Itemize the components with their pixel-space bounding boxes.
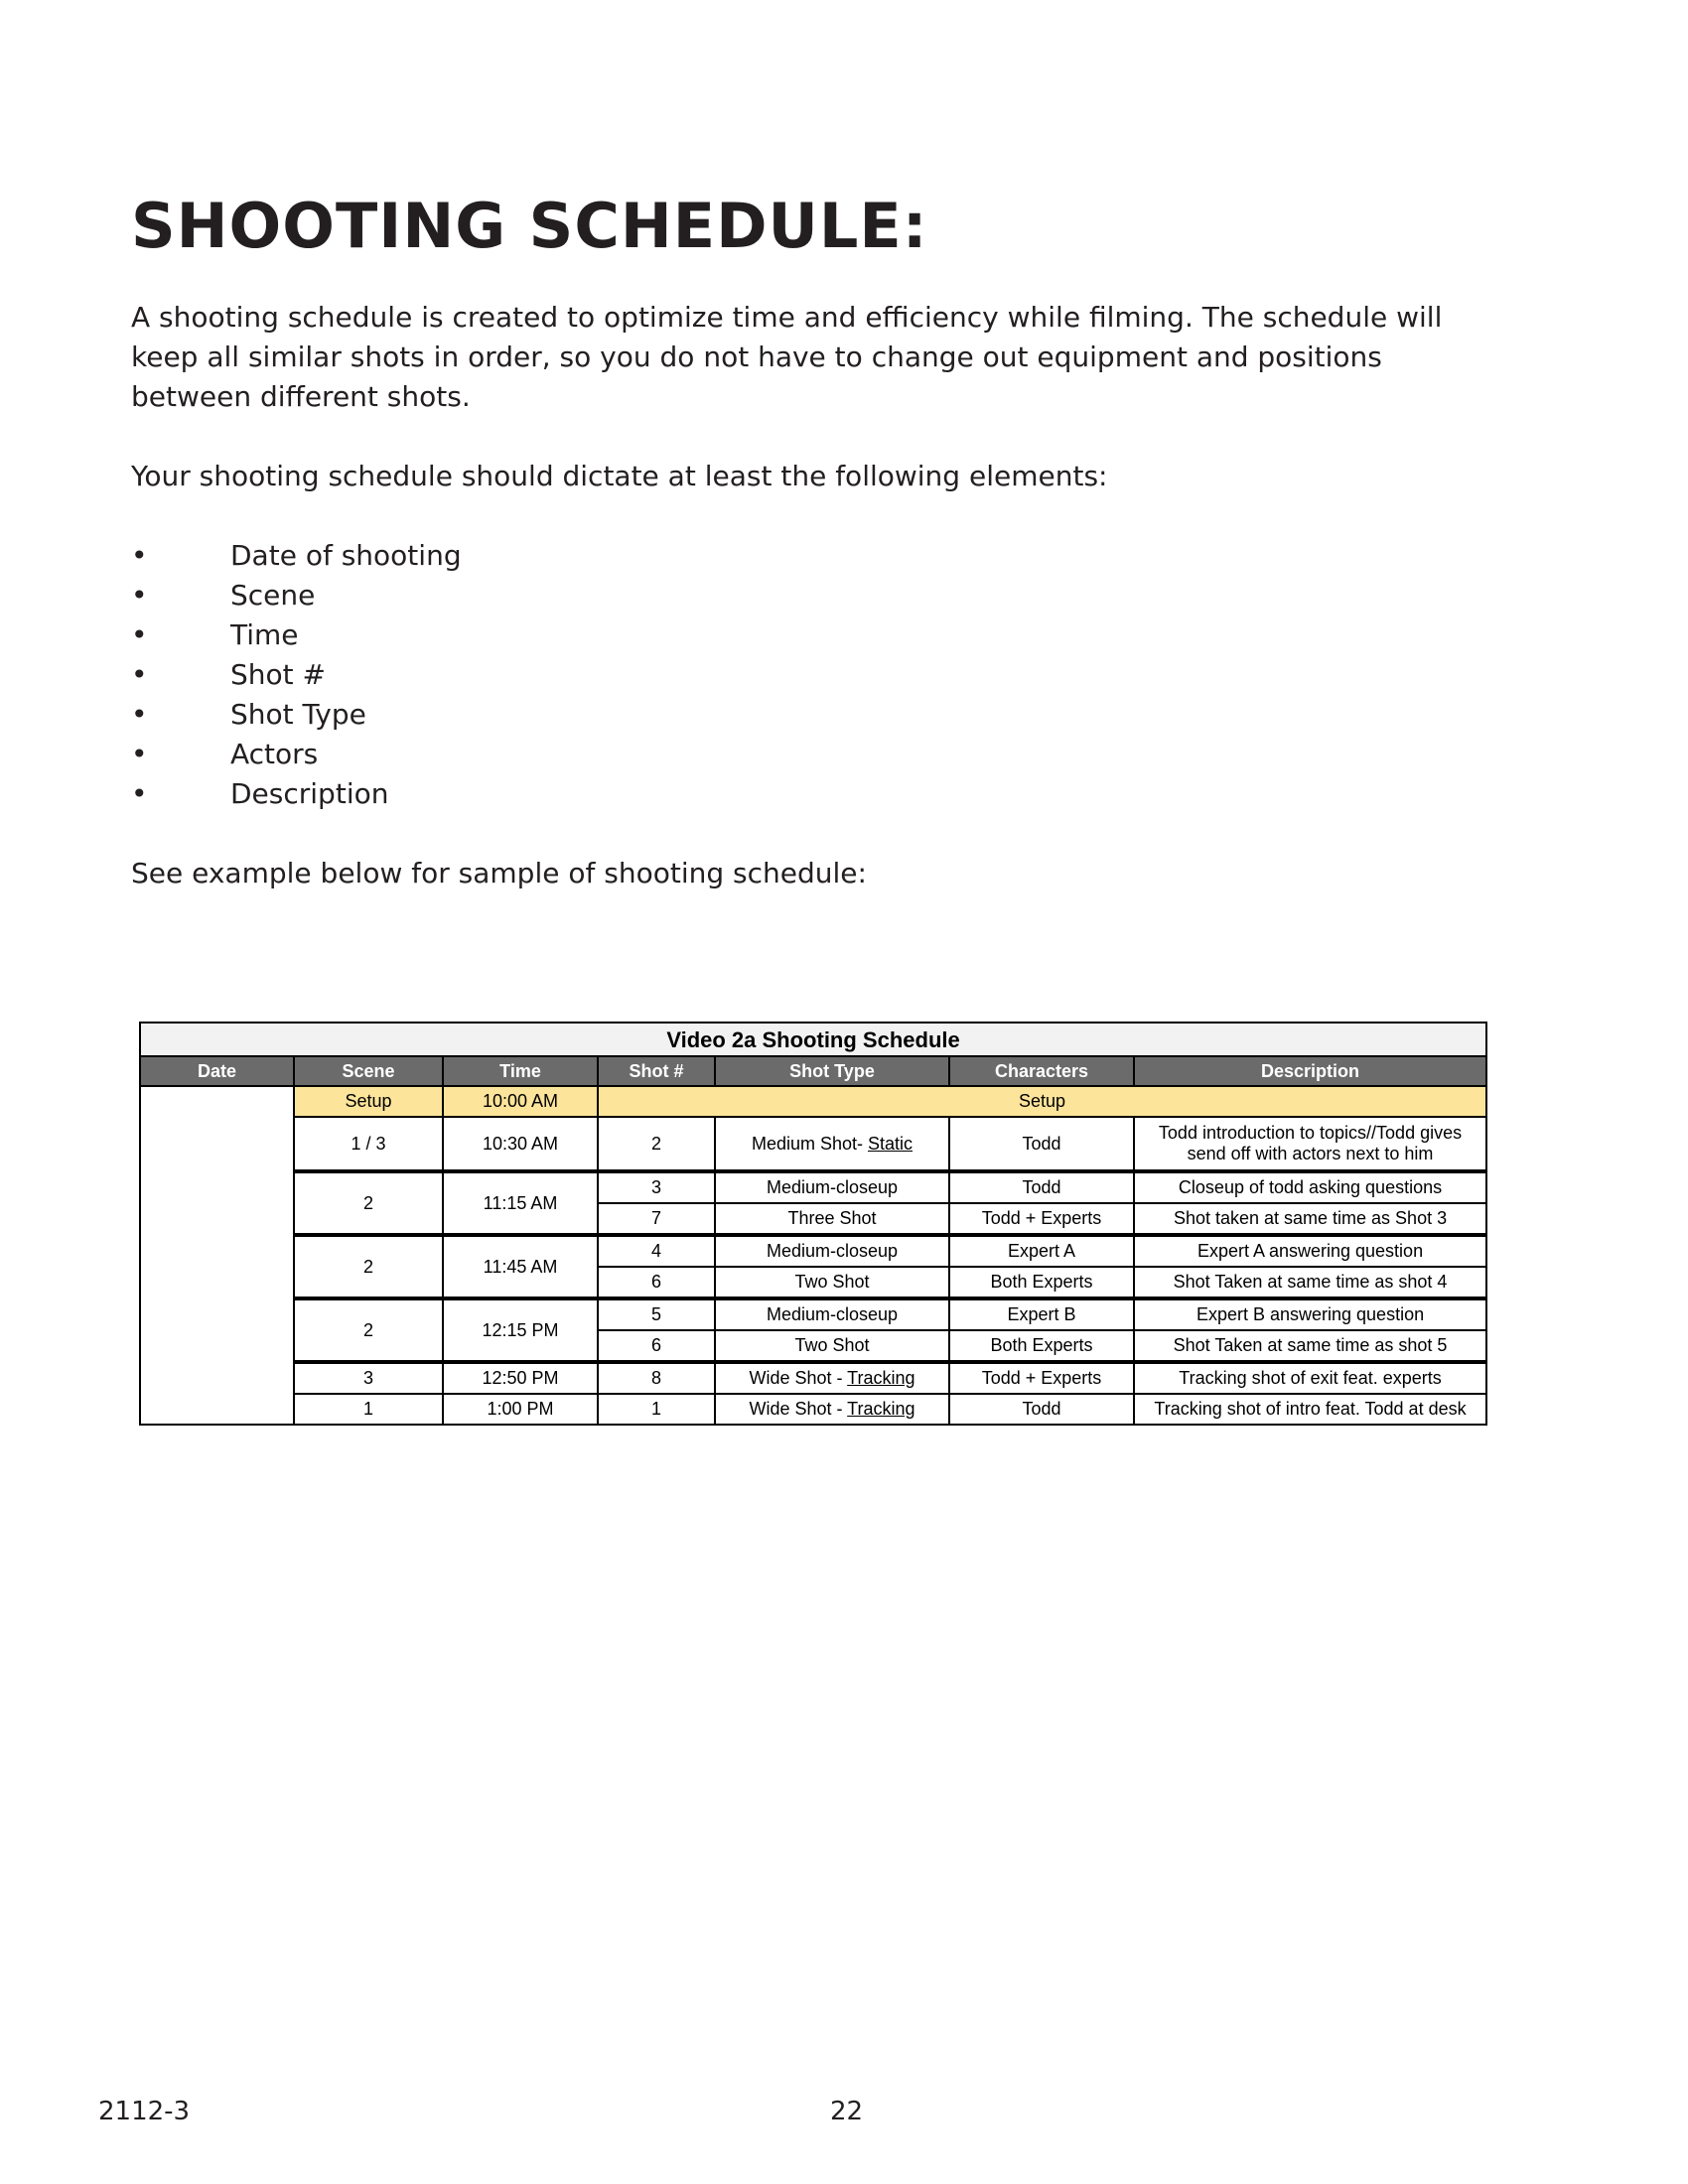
characters-cell: Todd + Experts	[949, 1362, 1134, 1394]
description-cell: Shot Taken at same time as shot 5	[1134, 1330, 1486, 1362]
date-cell	[140, 1086, 294, 1425]
column-header: Time	[443, 1056, 598, 1086]
characters-cell: Expert A	[949, 1235, 1134, 1267]
list-item-text: Time	[230, 618, 299, 651]
column-header: Scene	[294, 1056, 443, 1086]
time-cell: 12:50 PM	[443, 1362, 598, 1394]
list-item	[131, 695, 462, 735]
list-item	[131, 536, 462, 576]
bullet-icon: •	[131, 539, 148, 572]
table-row	[140, 1171, 1486, 1203]
bullet-icon: •	[131, 698, 148, 731]
scene-cell: 2	[294, 1298, 443, 1362]
bullet-icon: •	[131, 777, 148, 810]
time-cell: 1:00 PM	[443, 1394, 598, 1425]
list-item-text: Shot #	[230, 658, 326, 691]
description-cell: Shot taken at same time as Shot 3	[1134, 1203, 1486, 1235]
shot-type-cell: Two Shot	[715, 1267, 949, 1298]
time-cell: 12:15 PM	[443, 1298, 598, 1362]
shot-cell: 6	[598, 1330, 715, 1362]
table-row	[140, 1394, 1486, 1425]
shooting-schedule-table	[139, 1022, 1487, 1426]
list-item-text: Shot Type	[230, 698, 366, 731]
example-note: See example below for sample of shooting schedule:	[131, 857, 867, 889]
description-cell: Tracking shot of exit feat. experts	[1134, 1362, 1486, 1394]
bullet-icon: •	[131, 658, 148, 691]
list-item	[131, 655, 462, 695]
bullet-icon: •	[131, 618, 148, 651]
shot-type-cell: Two Shot	[715, 1330, 949, 1362]
bullet-icon: •	[131, 579, 148, 612]
list-item	[131, 576, 462, 615]
characters-cell: Expert B	[949, 1298, 1134, 1330]
description-cell: Shot Taken at same time as shot 4	[1134, 1267, 1486, 1298]
lead-paragraph: Your shooting schedule should dictate at least the following elements:	[131, 460, 1108, 492]
characters-cell: Todd + Experts	[949, 1203, 1134, 1235]
elements-list	[131, 536, 462, 814]
shot-type-text: Medium Shot-	[751, 1133, 868, 1154]
shot-type-cell	[715, 1394, 949, 1425]
setup-cell: Setup	[598, 1086, 1486, 1117]
shot-type-emphasis: Static	[868, 1133, 914, 1154]
list-item-text: Date of shooting	[230, 539, 462, 572]
shot-type-emphasis: Tracking	[847, 1368, 915, 1388]
shot-type-emphasis: Tracking	[847, 1399, 915, 1419]
table-row	[140, 1298, 1486, 1330]
characters-cell: Todd	[949, 1171, 1134, 1203]
shot-type-cell: Three Shot	[715, 1203, 949, 1235]
table-header-row	[140, 1056, 1486, 1086]
table-title: Video 2a Shooting Schedule	[140, 1023, 1486, 1056]
time-cell: 10:30 AM	[443, 1117, 598, 1171]
shot-type-cell: Medium-closeup	[715, 1298, 949, 1330]
shot-cell: 5	[598, 1298, 715, 1330]
shot-cell: 7	[598, 1203, 715, 1235]
description-cell: Expert A answering question	[1134, 1235, 1486, 1267]
time-cell: 11:45 AM	[443, 1235, 598, 1298]
list-item	[131, 615, 462, 655]
list-item	[131, 774, 462, 814]
shot-cell: 1	[598, 1394, 715, 1425]
scene-cell: 2	[294, 1171, 443, 1235]
page-number: 22	[830, 2097, 864, 2126]
shot-cell: 6	[598, 1267, 715, 1298]
table-row	[140, 1117, 1486, 1171]
column-header: Description	[1134, 1056, 1486, 1086]
shot-type-text: Wide Shot -	[749, 1368, 848, 1388]
column-header: Date	[140, 1056, 294, 1086]
scene-cell: 1 / 3	[294, 1117, 443, 1171]
scene-cell: 1	[294, 1394, 443, 1425]
table-row	[140, 1235, 1486, 1267]
characters-cell: Both Experts	[949, 1330, 1134, 1362]
shot-type-cell: Medium-closeup	[715, 1235, 949, 1267]
column-header: Characters	[949, 1056, 1134, 1086]
shot-type-cell	[715, 1362, 949, 1394]
shot-cell: 2	[598, 1117, 715, 1171]
description-cell: Closeup of todd asking questions	[1134, 1171, 1486, 1203]
characters-cell: Both Experts	[949, 1267, 1134, 1298]
shot-cell: 3	[598, 1171, 715, 1203]
description-cell: Todd introduction to topics//Todd gives send off with actors next to him	[1134, 1117, 1486, 1171]
bullet-icon: •	[131, 738, 148, 770]
page-title: SHOOTING SCHEDULE:	[131, 190, 928, 262]
time-cell: 10:00 AM	[443, 1086, 598, 1117]
list-item-text: Actors	[230, 738, 319, 770]
list-item-text: Description	[230, 777, 389, 810]
document-code: 2112-3	[98, 2097, 191, 2126]
shot-cell: 8	[598, 1362, 715, 1394]
description-cell: Tracking shot of intro feat. Todd at desk	[1134, 1394, 1486, 1425]
table-row	[140, 1362, 1486, 1394]
table-row	[140, 1086, 1486, 1117]
shot-type-text: Wide Shot -	[749, 1399, 848, 1419]
column-header: Shot #	[598, 1056, 715, 1086]
shot-cell: 4	[598, 1235, 715, 1267]
scene-cell: 3	[294, 1362, 443, 1394]
list-item	[131, 735, 462, 774]
characters-cell: Todd	[949, 1394, 1134, 1425]
characters-cell: Todd	[949, 1117, 1134, 1171]
list-item-text: Scene	[230, 579, 316, 612]
shot-type-cell	[715, 1117, 949, 1171]
scene-cell: Setup	[294, 1086, 443, 1117]
column-header: Shot Type	[715, 1056, 949, 1086]
description-cell: Expert B answering question	[1134, 1298, 1486, 1330]
time-cell: 11:15 AM	[443, 1171, 598, 1235]
scene-cell: 2	[294, 1235, 443, 1298]
shot-type-cell: Medium-closeup	[715, 1171, 949, 1203]
intro-paragraph: A shooting schedule is created to optimize time and efficiency while filming. The schedule will keep all similar shots in order, so you do not have to change out equipment and positions between different shots.	[131, 301, 1443, 413]
